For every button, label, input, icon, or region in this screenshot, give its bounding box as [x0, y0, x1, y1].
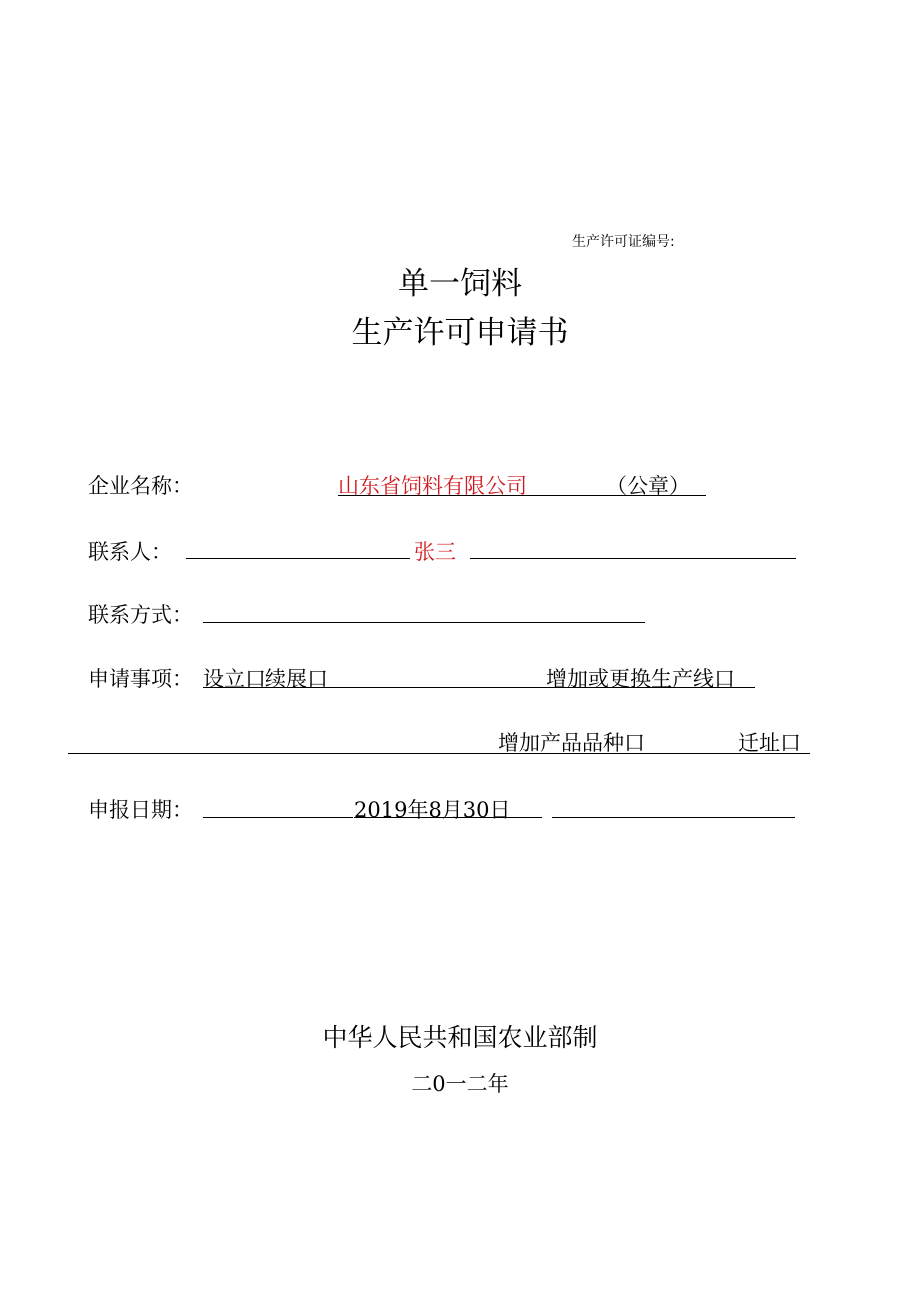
option-setup[interactable]: 设立口 — [203, 667, 266, 691]
date-underline-mid — [354, 817, 542, 818]
contact-method-label: 联系方式： — [88, 603, 193, 627]
contact-method-underline[interactable] — [203, 622, 645, 623]
option-add-line[interactable]: 增加或更换生产线口 — [546, 667, 735, 691]
contact-person-underline-right — [470, 558, 796, 559]
option-add-variety[interactable]: 增加产品品种口 — [498, 731, 645, 755]
application-items-underline-2 — [68, 753, 810, 754]
contact-person-underline-left — [186, 558, 410, 559]
company-name-label: 企业名称： — [88, 474, 193, 498]
license-number-label: 生产许可证编号: — [572, 234, 675, 250]
application-items-label: 申请事项： — [88, 667, 193, 691]
date-underline-left — [203, 817, 353, 818]
date-value[interactable]: 2019年8月30日 — [354, 798, 511, 822]
contact-person-value[interactable]: 张三 — [414, 540, 456, 564]
issuer: 中华人民共和国农业部制 — [322, 1023, 598, 1052]
title-line-1: 单一饲料 — [398, 266, 522, 302]
title-line-2: 生产许可申请书 — [351, 315, 569, 351]
contact-person-label: 联系人： — [88, 540, 172, 564]
company-name-value[interactable]: 山东省饲料有限公司 — [338, 474, 527, 498]
date-underline-right — [552, 817, 795, 818]
company-seal-suffix: （公章） — [606, 474, 690, 498]
option-relocate[interactable]: 迁址口 — [738, 731, 801, 755]
date-label: 申报日期： — [88, 798, 193, 822]
option-renewal[interactable]: 续展口 — [265, 667, 328, 691]
issue-year: 二0一二年 — [411, 1072, 509, 1096]
